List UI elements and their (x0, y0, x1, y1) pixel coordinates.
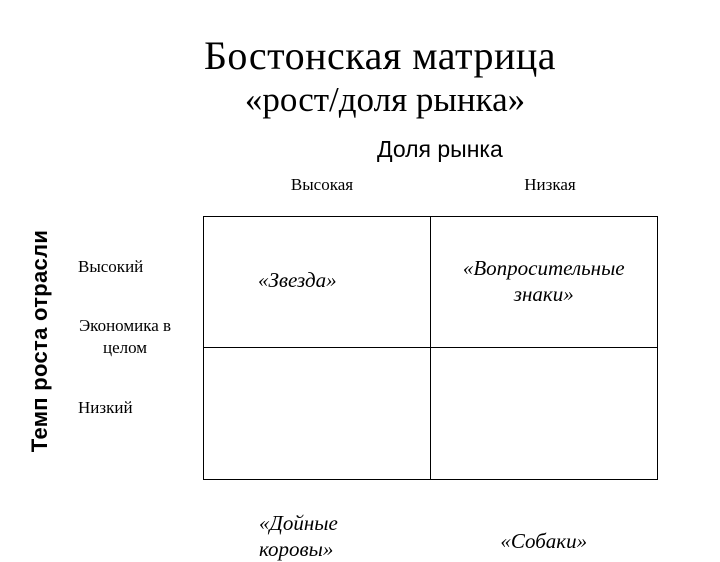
quadrant-cash-cows-label-line2: коровы» (259, 537, 334, 561)
quadrant-dogs-label-line1: «Собаки» (500, 529, 588, 553)
growth-low-label: Низкий (78, 398, 133, 417)
quadrant-dogs (431, 348, 658, 553)
quadrant-cash-cows (204, 348, 431, 561)
market-share-high-label: Высокая (290, 175, 354, 194)
growth-rate-axis-label: Темп роста отрасли (27, 229, 52, 453)
quadrant-cash-cows-label-line1: «Дойные (259, 511, 338, 535)
quadrant-question-marks-label-line2: знаки» (513, 282, 574, 306)
growth-middle-label-line2: целом (102, 338, 148, 357)
quadrant-question-marks-label-line1: «Вопросительные (462, 256, 625, 280)
market-share-low-label: Низкая (524, 175, 576, 194)
quadrant-star-label (258, 267, 337, 293)
quadrant-dogs-label (431, 528, 658, 554)
growth-high-label: Высокий (78, 257, 144, 276)
quadrant-question-marks (431, 217, 658, 348)
growth-middle-label-line1: Экономика в (78, 316, 172, 335)
quadrant-star-label-line1: «Звезда» (258, 268, 337, 292)
quadrant-question-marks-label (431, 255, 658, 307)
growth-middle-label (60, 315, 190, 359)
quadrant-star (204, 217, 431, 348)
quadrant-cash-cows-label (259, 510, 338, 562)
market-share-axis-label: Доля рынка (377, 136, 503, 162)
diagram-title: Бостонская матрица (203, 33, 557, 78)
bcg-matrix-grid (203, 216, 658, 561)
diagram-subtitle: «рост/доля рынка» (244, 80, 526, 119)
